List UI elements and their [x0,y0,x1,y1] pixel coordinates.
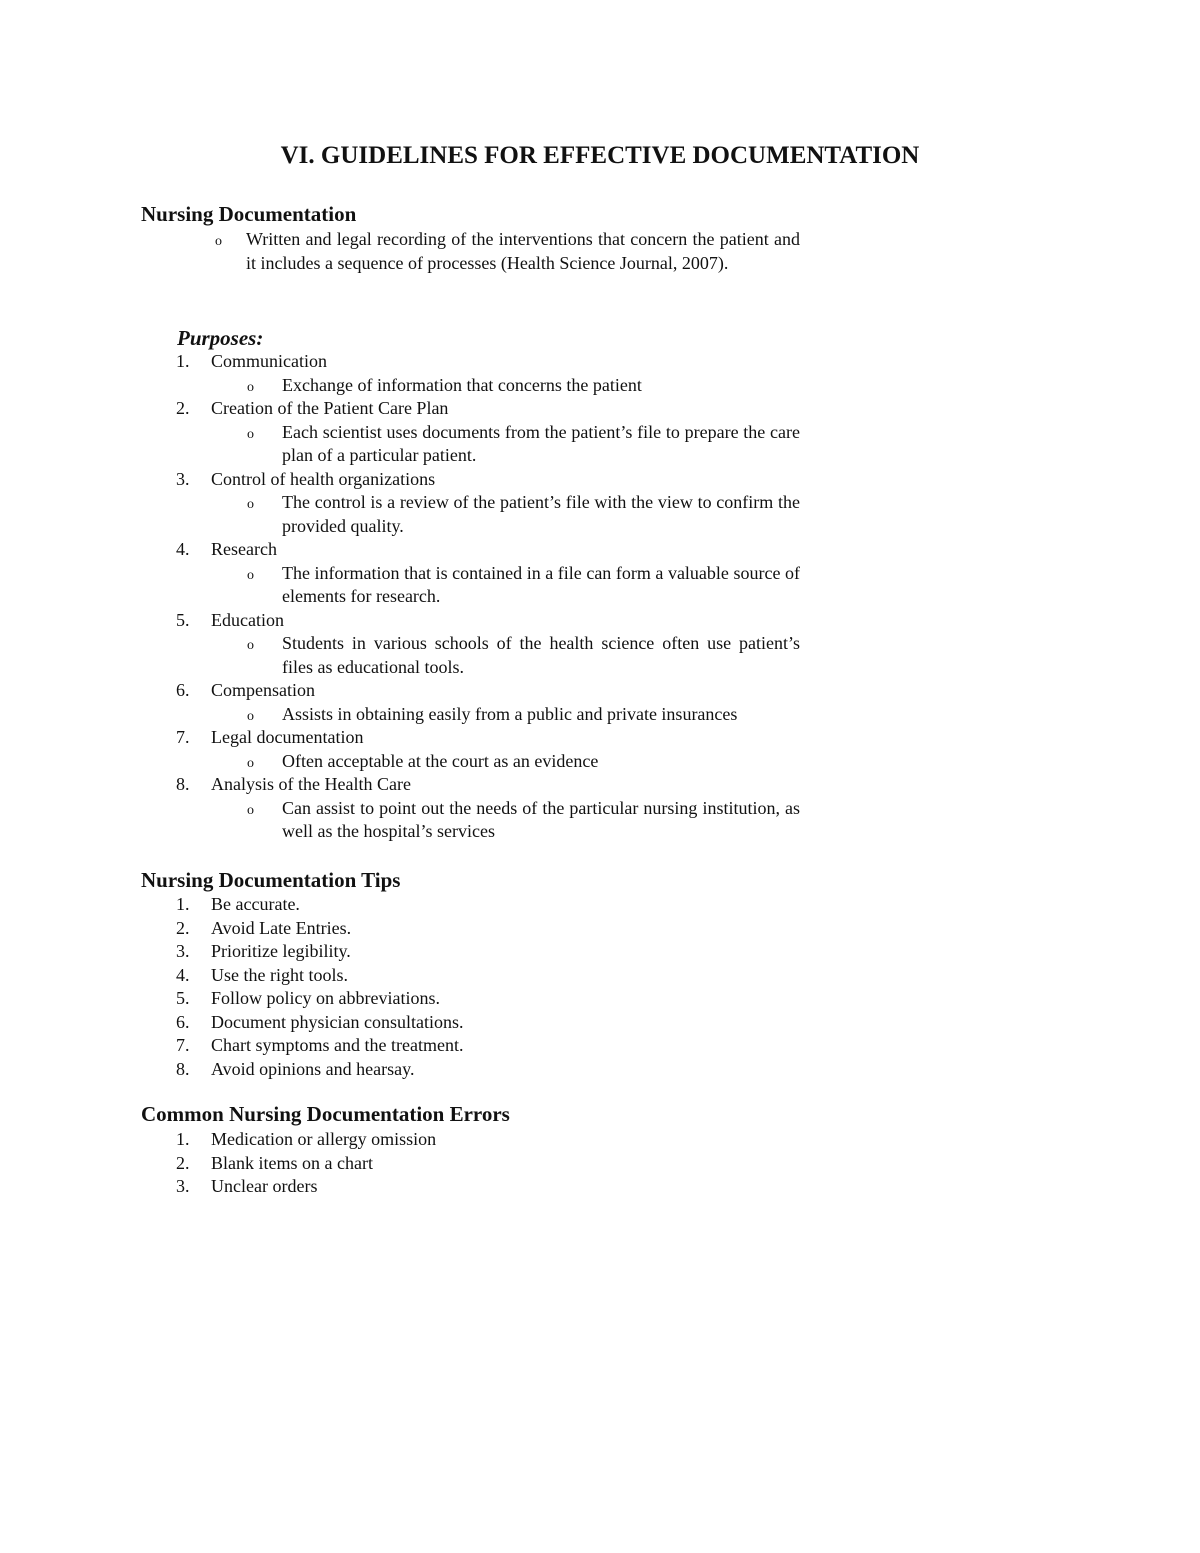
purpose-label: Legal documentation [211,727,364,747]
nursing-documentation-heading: Nursing Documentation [141,202,357,226]
tip-text: Prioritize legibility. [211,941,351,961]
error-text: Unclear orders [211,1176,318,1196]
list-item [0,1128,1200,1152]
item-number: 7. [176,1035,190,1055]
error-text: Blank items on a chart [211,1152,373,1173]
purpose-item [0,773,1200,844]
purpose-item [0,468,1200,539]
item-number: 4. [176,539,190,559]
tip-text: Be accurate. [211,894,300,914]
purpose-item [0,538,1200,609]
bullet-marker: o [247,638,254,653]
purpose-detail: Can assist to point out the needs of the particular nursing institution, as well as the hospital’s services [282,797,800,841]
item-number: 2. [176,398,190,418]
item-number: 6. [176,1011,190,1032]
purpose-item [0,679,1200,726]
error-text: Medication or allergy omission [211,1129,437,1149]
item-number: 7. [176,727,190,747]
purpose-detail: Students in various schools of the health science often use patient’s files as educational tools. [282,633,800,677]
purpose-detail: Often acceptable at the court as an evidence [282,750,599,771]
purpose-detail: Each scientist uses documents from the patient’s file to prepare the care plan of a particular patient. [282,421,800,465]
item-number: 3. [176,468,190,489]
purpose-item [0,350,1200,397]
tip-text: Chart symptoms and the treatment. [211,1035,464,1055]
list-item [0,987,1200,1011]
purpose-item [0,726,1200,773]
item-number: 4. [176,964,190,985]
item-number: 5. [176,609,190,630]
item-number: 1. [176,1129,190,1149]
list-item [0,940,1200,964]
item-number: 5. [176,988,190,1008]
purpose-label: Analysis of the Health Care [211,774,411,794]
errors-list [0,1128,1200,1199]
list-item [0,1034,1200,1058]
item-number: 3. [176,941,190,961]
purpose-label: Education [211,609,284,630]
item-number: 6. [176,680,190,700]
item-number: 2. [176,917,190,938]
bullet-marker: o [247,567,254,583]
purpose-detail: Assists in obtaining easily from a public and private insurances [282,703,738,724]
purpose-detail: Exchange of information that concerns the patient [282,374,642,395]
list-item [0,893,1200,917]
item-number: 3. [176,1176,190,1196]
purposes-heading: Purposes: [177,326,264,350]
tip-text: Follow policy on abbreviations. [211,988,440,1008]
purpose-detail: The control is a review of the patient’s file with the view to confirm the provided quality. [282,492,800,536]
list-item [0,1011,1200,1035]
definition-block [0,228,1200,300]
item-number: 1. [176,351,190,371]
purpose-label: Compensation [211,680,315,700]
bullet-marker: o [247,497,254,512]
purposes-list [0,350,1200,844]
purpose-label: Control of health organizations [211,468,436,489]
item-number: 1. [176,894,190,914]
purpose-detail: The information that is contained in a file can form a valuable source of elements for research. [282,562,800,606]
bullet-marker: o [247,802,254,818]
definition-text: Written and legal recording of the interventions that concern the patient and it includes a sequence of processes (Health Science Journal, 2007). [246,229,800,273]
list-item [0,1058,1200,1082]
bullet-marker: o [247,708,254,724]
list-item [0,1175,1200,1199]
tip-text: Avoid Late Entries. [211,917,352,938]
list-item [0,917,1200,941]
list-item [0,964,1200,988]
tip-text: Use the right tools. [211,964,348,985]
bullet-marker: o [247,379,254,395]
tip-text: Avoid opinions and hearsay. [211,1058,415,1079]
bullet-marker: o [247,755,254,771]
item-number: 2. [176,1152,190,1173]
tips-list [0,893,1200,1081]
tips-heading: Nursing Documentation Tips [141,868,401,892]
purpose-label: Creation of the Patient Care Plan [211,398,449,418]
list-item [0,1152,1200,1176]
errors-heading: Common Nursing Documentation Errors [141,1102,510,1126]
item-number: 8. [176,774,190,794]
bullet-marker: o [215,234,222,249]
purpose-label: Communication [211,351,327,371]
purpose-item [0,397,1200,468]
bullet-marker: o [247,426,254,442]
document-title: VI. GUIDELINES FOR EFFECTIVE DOCUMENTATION [280,142,920,169]
tip-text: Document physician consultations. [211,1011,464,1032]
item-number: 8. [176,1058,190,1079]
purpose-item [0,609,1200,680]
purpose-label: Research [211,539,277,559]
